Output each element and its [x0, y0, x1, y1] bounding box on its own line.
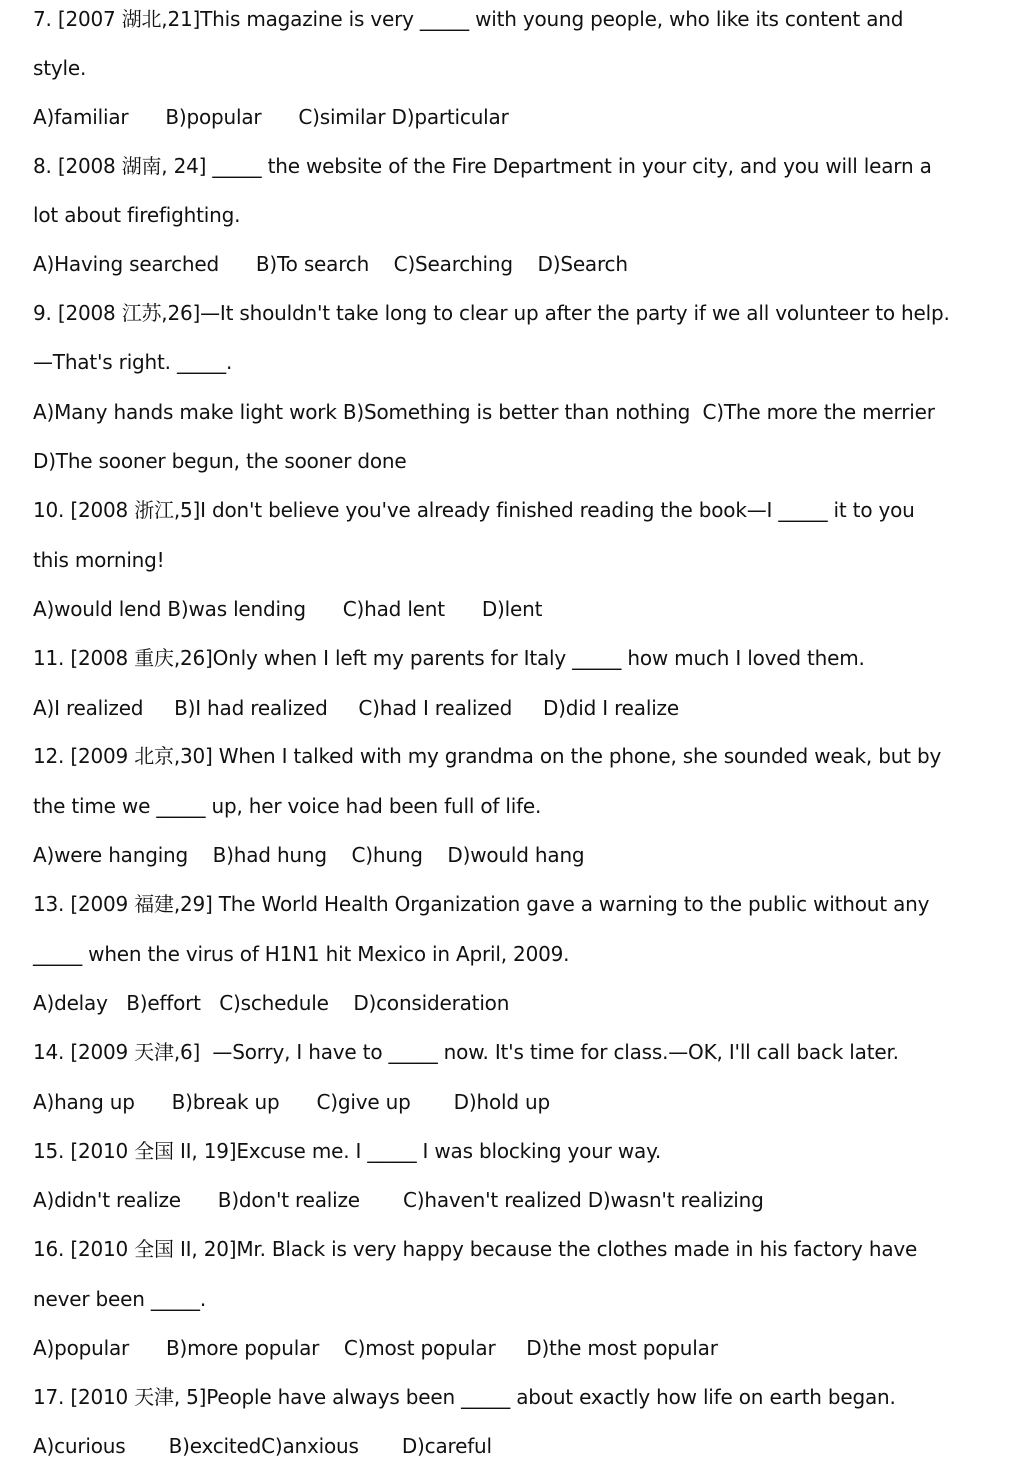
question-12-stem-cont: the time we _____ up, her voice had been full of life.	[33, 794, 542, 818]
question-8-stem: 8. [2008 湖南, 24] _____ the website of the Fire Department in your city, and you will learn a	[33, 154, 932, 178]
question-9-stem: 9. [2008 江苏,26]—It shouldn't take long to clear up after the party if we all volunteer to help.	[33, 301, 950, 325]
question-14-options: A)hang up B)break up C)give up D)hold up	[33, 1090, 550, 1114]
question-16-stem: 16. [2010 全国 II, 20]Mr. Black is very happy because the clothes made in his factory have	[33, 1237, 918, 1261]
question-11-options: A)I realized B)I had realized C)had I realized D)did I realize	[33, 696, 679, 720]
question-13-stem: 13. [2009 福建,29] The World Health Organization gave a warning to the public without any	[33, 892, 930, 916]
question-7-stem: 7. [2007 湖北,21]This magazine is very _____ with young people, who like its content and	[33, 7, 904, 31]
question-9-stem-cont: —That's right. _____.	[33, 350, 233, 374]
question-17-options: A)curious B)excitedC)anxious D)careful	[33, 1434, 492, 1458]
question-7-stem-cont: style.	[33, 56, 87, 80]
question-14-stem: 14. [2009 天津,6] —Sorry, I have to _____ now. It's time for class.—OK, I'll call back later.	[33, 1040, 899, 1064]
question-10-stem: 10. [2008 浙江,5]I don't believe you've already finished reading the book—I _____ it to you	[33, 498, 915, 522]
question-15-options: A)didn't realize B)don't realize C)haven't realized D)wasn't realizing	[33, 1188, 764, 1212]
question-16-stem-cont: never been _____.	[33, 1287, 206, 1311]
question-10-options: A)would lend B)was lending C)had lent D)lent	[33, 597, 543, 621]
question-9-options: A)Many hands make light work B)Something is better than nothing C)The more the merrier	[33, 400, 935, 424]
question-13-options: A)delay B)effort C)schedule D)consideration	[33, 991, 510, 1015]
question-15-stem: 15. [2010 全国 II, 19]Excuse me. I _____ I was blocking your way.	[33, 1139, 662, 1163]
question-11-stem: 11. [2008 重庆,26]Only when I left my parents for Italy _____ how much I loved them.	[33, 646, 865, 670]
question-9-options-cont: D)The sooner begun, the sooner done	[33, 449, 407, 473]
question-12-options: A)were hanging B)had hung C)hung D)would hang	[33, 843, 585, 867]
question-8-options: A)Having searched B)To search C)Searching D)Search	[33, 252, 628, 276]
question-7-options: A)familiar B)popular C)similar D)particular	[33, 105, 509, 129]
question-17-stem: 17. [2010 天津, 5]People have always been _____ about exactly how life on earth began.	[33, 1385, 896, 1409]
question-13-stem-cont: _____ when the virus of H1N1 hit Mexico in April, 2009.	[33, 942, 570, 966]
question-8-stem-cont: lot about firefighting.	[33, 203, 241, 227]
question-12-stem: 12. [2009 北京,30] When I talked with my grandma on the phone, she sounded weak, but by	[33, 744, 942, 768]
question-10-stem-cont: this morning!	[33, 548, 165, 572]
question-16-options: A)popular B)more popular C)most popular D)the most popular	[33, 1336, 718, 1360]
